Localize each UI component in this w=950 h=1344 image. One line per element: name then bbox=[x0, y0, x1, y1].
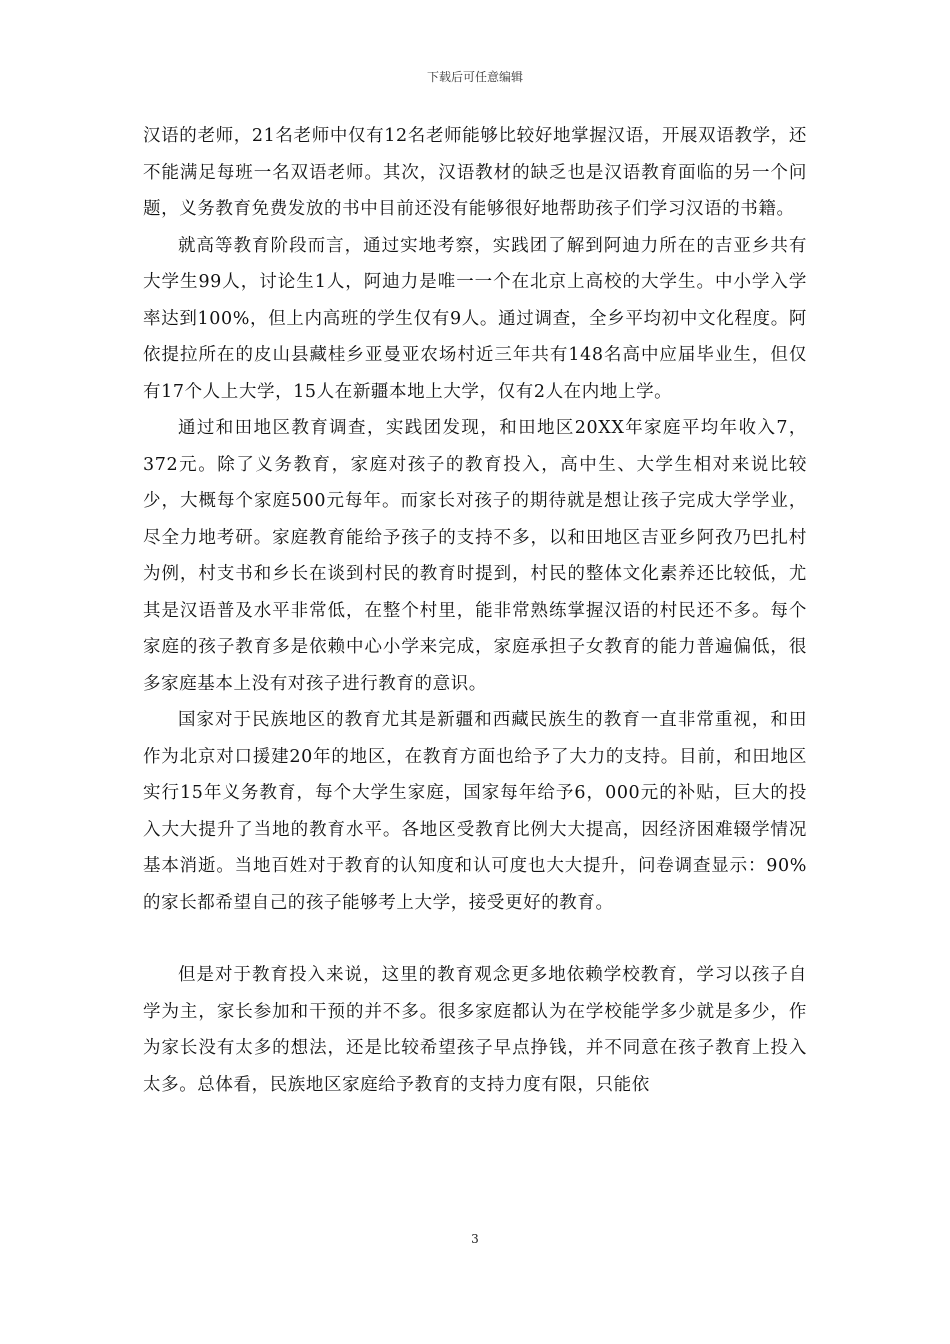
page-number: 3 bbox=[471, 1232, 479, 1246]
paragraph-hotan-survey: 通过和田地区教育调查，实践团发现，和田地区20XX年家庭平均年收入7，372元。除了义务教育，家庭对孩子的教育投入，高中生、大学生相对来说比较少，大概每个家庭500元每年。而家长对孩子的期待就是想让孩子完成大学学业，尽全力地考研。家庭教育能给予孩子的支持不多，以和田地区吉亚乡阿孜乃巴扎村为例，村支书和乡长在谈到村民的教育时提到，村民的整体文化素养还比较低，尤其是汉语普及水平非常低，在整个村里，能非常熟练掌握汉语的村民还不多。每个家庭的孩子教育多是依赖中心小学来完成，家庭承担子女教育的能力普遍偏低，很多家庭基本上没有对孩子进行教育的意识。 bbox=[143, 418, 807, 694]
paragraph-education-investment: 但是对于教育投入来说，这里的教育观念更多地依赖学校教育，学习以孩子自学为主，家长参加和干预的并不多。很多家庭都认为在学校能学多少就是多少，作为家长没有太多的想法，还是比较希望孩子早点挣钱，并不同意在孩子教育上投入太多。总体看，民族地区家庭给予教育的支持力度有限，只能依 bbox=[143, 965, 807, 1095]
paragraph-higher-education: 就高等教育阶段而言，通过实地考察，实践团了解到阿迪力所在的吉亚乡共有大学生99人，讨论生1人，阿迪力是唯一一个在北京上高校的大学生。中小学入学率达到100%，但上内高班的学生仅有9人。通过调查，全乡平均初中文化程度。阿依提拉所在的皮山县藏桂乡亚曼亚农场村近三年共有148名高中应届毕业生，但仅有17个人上大学，15人在新疆本地上大学，仅有2人在内地上学。 bbox=[143, 235, 807, 402]
paragraph-national-support: 国家对于民族地区的教育尤其是新疆和西藏民族生的教育一直非常重视，和田作为北京对口援建20年的地区，在教育方面也给予了大力的支持。目前，和田地区实行15年义务教育，每个大学生家庭，国家每年给予6，000元的补贴，巨大的投入大大提升了当地的教育水平。各地区受教育比例大大提高，因经济困难辍学情况基本消逝。当地百姓对于教育的认知度和认可度也大大提升，问卷调查显示：90%的家长都希望自己的孩子能够考上大学，接受更好的教育。 bbox=[143, 710, 807, 913]
document-body bbox=[143, 118, 807, 1103]
page-header: 下载后可任意编辑 bbox=[426, 70, 523, 84]
paragraph-continued: 汉语的老师，21名老师中仅有12名老师能够比较好地掌握汉语，开展双语教学，还不能满足每班一名双语老师。其次，汉语教材的缺乏也是汉语教育面临的另一个问题，义务教育免费发放的书中目前还没有能够很好地帮助孩子们学习汉语的书籍。 bbox=[143, 126, 807, 219]
